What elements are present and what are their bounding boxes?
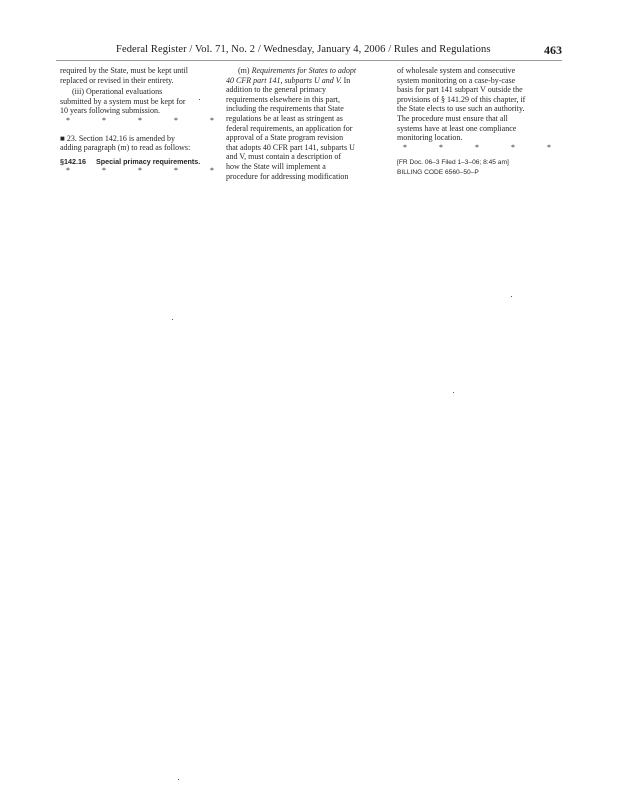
text-line: addition to the general primacy [226, 85, 326, 95]
section-number: §142.16 [60, 156, 86, 166]
text-line: federal requirements, an application for [226, 123, 353, 133]
paragraph-heading-italic: Requirements for States to adopt [251, 66, 357, 75]
text-line: required by the State, must be kept until [60, 66, 188, 75]
page-number: 463 [544, 43, 562, 57]
paragraph-label: (m) [238, 66, 252, 75]
text-line [226, 76, 392, 86]
scan-speck [453, 392, 454, 393]
text-line: including the requirements that State [226, 104, 344, 114]
running-head-title: Federal Register / Vol. 71, No. 2 / Wednesday, January 4, 2006 / Rules and Regulations [116, 44, 491, 55]
scan-speck [178, 779, 179, 780]
page-header [56, 44, 562, 61]
text-line: 10 years following submission. [60, 106, 160, 116]
text-line: that adopts 40 CFR part 141, subparts U [226, 142, 355, 152]
text-line: requirements elsewhere in this part, [226, 94, 340, 104]
paragraph-heading-italic: 40 CFR part 141, subparts U and V. [226, 75, 342, 85]
text-line: basis for part 141 subpart V outside the [397, 85, 523, 95]
scan-speck [172, 319, 173, 320]
section-heading [60, 157, 220, 167]
text-line: of wholesale system and consecutive [397, 66, 516, 75]
text-line: regulations be at least as stringent as [226, 113, 343, 123]
amendatory-instruction-line: adding paragraph (m) to read as follows: [60, 143, 191, 153]
scan-speck [511, 296, 512, 297]
fr-doc-line: [FR Doc. 06–3 Filed 1–3–06; 8:45 am] [397, 159, 509, 167]
text-line: provisions of § 141.29 of this chapter, if [397, 94, 526, 104]
text-line: system monitoring on a case-by-case [397, 75, 516, 85]
text-line: monitoring location. [397, 133, 463, 143]
text-line: how the State will implement a [226, 161, 326, 171]
text-line: systems have at least one compliance [397, 123, 517, 133]
text-line: submitted by a system must be kept for [60, 96, 186, 106]
ellipsis-stars: * * * * * [66, 166, 229, 176]
text-column-right [397, 66, 566, 178]
ellipsis-stars: * * * * * [403, 142, 566, 152]
billing-code: BILLING CODE 6560–50–P [397, 169, 479, 177]
text-column-middle [226, 66, 392, 181]
ellipsis-stars: * * * * * [66, 115, 229, 125]
text-line: the State elects to use such an authority. [397, 104, 525, 114]
amendatory-instruction-line: ■ 23. Section 142.16 is amended by [60, 133, 176, 143]
text-fragment: In [341, 75, 351, 85]
text-line: replaced or revised in their entirety. [60, 75, 174, 85]
text-column-left [60, 66, 229, 176]
section-title: Special primacy requirements. [95, 156, 201, 166]
text-line: (iii) Operational evaluations [72, 87, 163, 97]
text-line: approval of a State program revision [226, 133, 344, 143]
text-line [226, 66, 392, 76]
scan-speck [199, 99, 200, 100]
text-line: procedure for addressing modification [226, 171, 349, 181]
text-line: and V, must contain a description of [226, 152, 342, 162]
text-line: The procedure must ensure that all [397, 113, 508, 123]
